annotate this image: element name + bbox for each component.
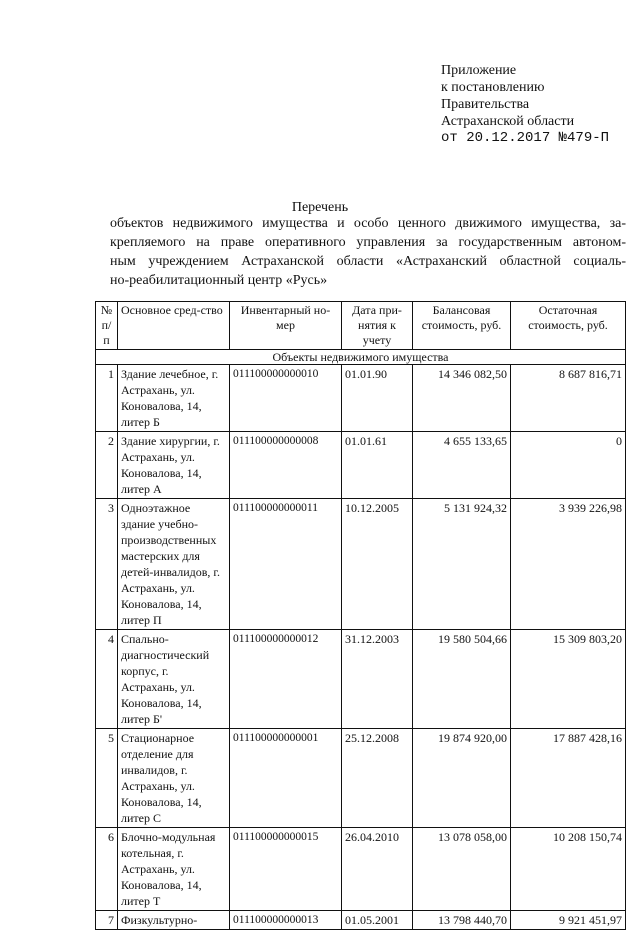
appendix-block — [441, 62, 609, 147]
cell-date: 31.12.2003 — [342, 630, 413, 729]
cell-residual-value: 10 208 150,74 — [511, 828, 626, 911]
cell-num: 7 — [96, 911, 118, 930]
cell-residual-value: 9 921 451,97 — [511, 911, 626, 930]
table-row — [96, 365, 626, 432]
cell-inventory-number: 011100000000010 — [230, 365, 342, 432]
cell-num: 4 — [96, 630, 118, 729]
cell-balance-value: 19 580 504,66 — [413, 630, 511, 729]
cell-asset-name: Стационарное отделение для инвалидов, г. Астрахань, ул. Коновалова, 14, литер С — [118, 729, 230, 828]
cell-num: 5 — [96, 729, 118, 828]
table-header-row — [96, 302, 626, 350]
cell-residual-value: 8 687 816,71 — [511, 365, 626, 432]
appendix-line: Приложение — [441, 63, 517, 78]
appendix-date-line: от 20.12.2017 №479-П — [441, 130, 610, 146]
table-row — [96, 499, 626, 630]
cell-num: 3 — [96, 499, 118, 630]
cell-num: 2 — [96, 432, 118, 499]
cell-residual-value: 17 887 428,16 — [511, 729, 626, 828]
cell-asset-name: Здание лечебное, г. Астрахань, ул. Коновалова, 14, литер Б — [118, 365, 230, 432]
cell-inventory-number: 011100000000011 — [230, 499, 342, 630]
cell-asset-name: Здание хирургии, г. Астрахань, ул. Коновалова, 14, литер А — [118, 432, 230, 499]
appendix-line: Правительства — [441, 97, 530, 112]
subtitle-line: ным учреждением Астраханской области «Астраханский областной социаль- — [110, 254, 626, 269]
table-row — [96, 630, 626, 729]
cell-date: 01.01.90 — [342, 365, 413, 432]
document-title: Перечень — [291, 200, 349, 215]
cell-balance-value: 5 131 924,32 — [413, 499, 511, 630]
assets-table — [95, 301, 626, 930]
cell-asset-name: Спально-диагностический корпус, г. Астрахань, ул. Коновалова, 14, литер Б' — [118, 630, 230, 729]
cell-inventory-number: 011100000000012 — [230, 630, 342, 729]
table-row — [96, 911, 626, 930]
cell-inventory-number: 011100000000015 — [230, 828, 342, 911]
cell-asset-name: Блочно-модульная котельная, г. Астрахань, ул. Коновалова, 14, литер Т — [118, 828, 230, 911]
cell-date: 25.12.2008 — [342, 729, 413, 828]
header-num: № п/п — [96, 302, 118, 350]
document-subtitle — [110, 214, 626, 290]
header-asset: Основное сред-ство — [118, 302, 230, 350]
section-row — [96, 350, 626, 365]
table-row — [96, 729, 626, 828]
cell-asset-name: Физкультурно- — [118, 911, 230, 930]
header-residual: Остаточная стоимость, руб. — [511, 302, 626, 350]
cell-residual-value: 0 — [511, 432, 626, 499]
cell-balance-value: 13 798 440,70 — [413, 911, 511, 930]
subtitle-line: объектов недвижимого имущества и особо ценного движимого имущества, за- — [110, 216, 626, 231]
cell-date: 01.01.61 — [342, 432, 413, 499]
cell-inventory-number: 011100000000013 — [230, 911, 342, 930]
header-inventory: Инвентарный но-мер — [230, 302, 342, 350]
cell-date: 01.05.2001 — [342, 911, 413, 930]
cell-inventory-number: 011100000000001 — [230, 729, 342, 828]
cell-balance-value: 13 078 058,00 — [413, 828, 511, 911]
cell-num: 1 — [96, 365, 118, 432]
cell-date: 10.12.2005 — [342, 499, 413, 630]
cell-date: 26.04.2010 — [342, 828, 413, 911]
appendix-line: к постановлению — [441, 80, 545, 95]
cell-num: 6 — [96, 828, 118, 911]
appendix-line: Астраханской области — [441, 114, 575, 129]
subtitle-line: но-реабилитационный центр «Русь» — [110, 273, 328, 288]
cell-asset-name: Одноэтажное здание учебно-производственных мастерских для детей-инвалидов, г. Астрахань, ул. Коновалова, 14, литер П — [118, 499, 230, 630]
subtitle-line: крепляемого на праве оперативного управления за государственным автоном- — [110, 235, 626, 250]
cell-balance-value: 19 874 920,00 — [413, 729, 511, 828]
header-balance: Балансовая стоимость, руб. — [413, 302, 511, 350]
cell-balance-value: 4 655 133,65 — [413, 432, 511, 499]
section-title: Объекты недвижимого имущества — [96, 350, 626, 365]
cell-inventory-number: 011100000000008 — [230, 432, 342, 499]
table-row — [96, 828, 626, 911]
table-row — [96, 432, 626, 499]
cell-residual-value: 3 939 226,98 — [511, 499, 626, 630]
cell-balance-value: 14 346 082,50 — [413, 365, 511, 432]
cell-residual-value: 15 309 803,20 — [511, 630, 626, 729]
header-date: Дата при-нятия к учету — [342, 302, 413, 350]
